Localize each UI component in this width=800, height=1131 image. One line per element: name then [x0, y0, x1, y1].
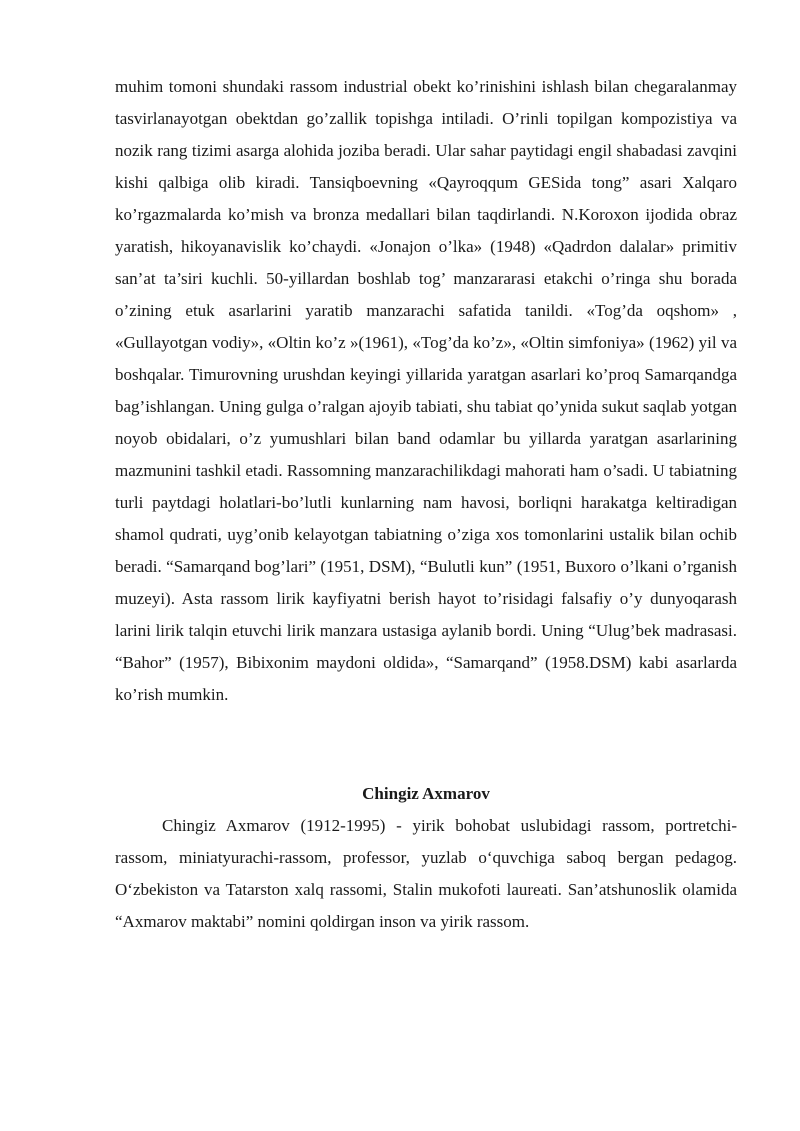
body-paragraph-continued: muhim tomoni shundaki rassom industrial obekt ko’rinishini ishlash bilan chegaralanmay tasvirlanayotgan obektdan go’zallik topishga intiladi. O’rinli topilgan kompozistiya va nozik rang tizimi asarga alohida joziba beradi. Ular sahar paytidagi engil shabadasi zavqini kishi qalbiga olib kiradi. Tansiqboevning «Qayroqqum GESida tong” asari Xalqaro ko’rgazmalarda ko’mish va bronza medallari bilan taqdirlandi. N.Koroxon ijodida obraz yaratish, hikoyanavislik ko’chaydi. «Jonajon o’lka» (1948) «Qadrdon dalalar» primitiv san’at ta’siri kuchli. 50-yillardan boshlab tog’ manzararasi etakchi o’ringa shu borada o’zining etuk asarlarini yaratib manzarachi safatida tanildi. «Tog’da oqshom» , «Gullayotgan vodiy», «Oltin ko’z »(1961), «Tog’da ko’z», «Oltin simfoniya» (1962) yil va boshqalar. Timurovning urushdan keyingi yillarida yaratgan asarlari ko’proq Samarqandga bag’ishlangan. Uning gulga o’ralgan ajoyib tabiati, shu tabiat qo’ynida sukut saqlab yotgan noyob obidalari, o’z yumushlari bilan band odamlar bu yillarda yaratgan asarlarining mazmunini tashkil etadi. Rassomning manzarachilikdagi mahorati ham o’sadi. U tabiatning turli paytdagi holatlari-bo’lutli kunlarning nam havosi, borliqni harakatga keltiradigan shamol qudrati, uyg’onib kelayotgan tabiatning o’ziga xos tomonlarini ustalik bilan ochib beradi. “Samarqand bog’lari” (1951, DSM), “Bulutli kun” (1951, Buxoro o’lkani o’rganish muzeyi). Asta rassom lirik kayfiyatni berish hayot to’risidagi falsafiy o’y dunyoqarash larini lirik talqin etuvchi lirik manzara ustasiga aylanib bordi. Uning “Ulug’bek madrasasi. “Bahor” (1957), Bibixonim maydoni oldida», “Samarqand” (1958.DSM) kabi asarlarda ko’rish mumkin.	[115, 77, 737, 704]
section-heading: Chingiz Axmarov	[362, 784, 490, 803]
body-paragraph-biography: Chingiz Axmarov (1912-1995) - yirik bohobat uslubidagi rassom, portretchi-rassom, miniatyurachi-rassom, professor, yuzlab o‘quvchiga saboq bergan pedagog. O‘zbekiston va Tatarston xalq rassomi, Stalin mukofoti laureati. San’atshunoslik olamida “Axmarov maktabi” nomini qoldirgan inson va yirik rassom.	[115, 816, 737, 931]
document-page	[115, 71, 737, 938]
